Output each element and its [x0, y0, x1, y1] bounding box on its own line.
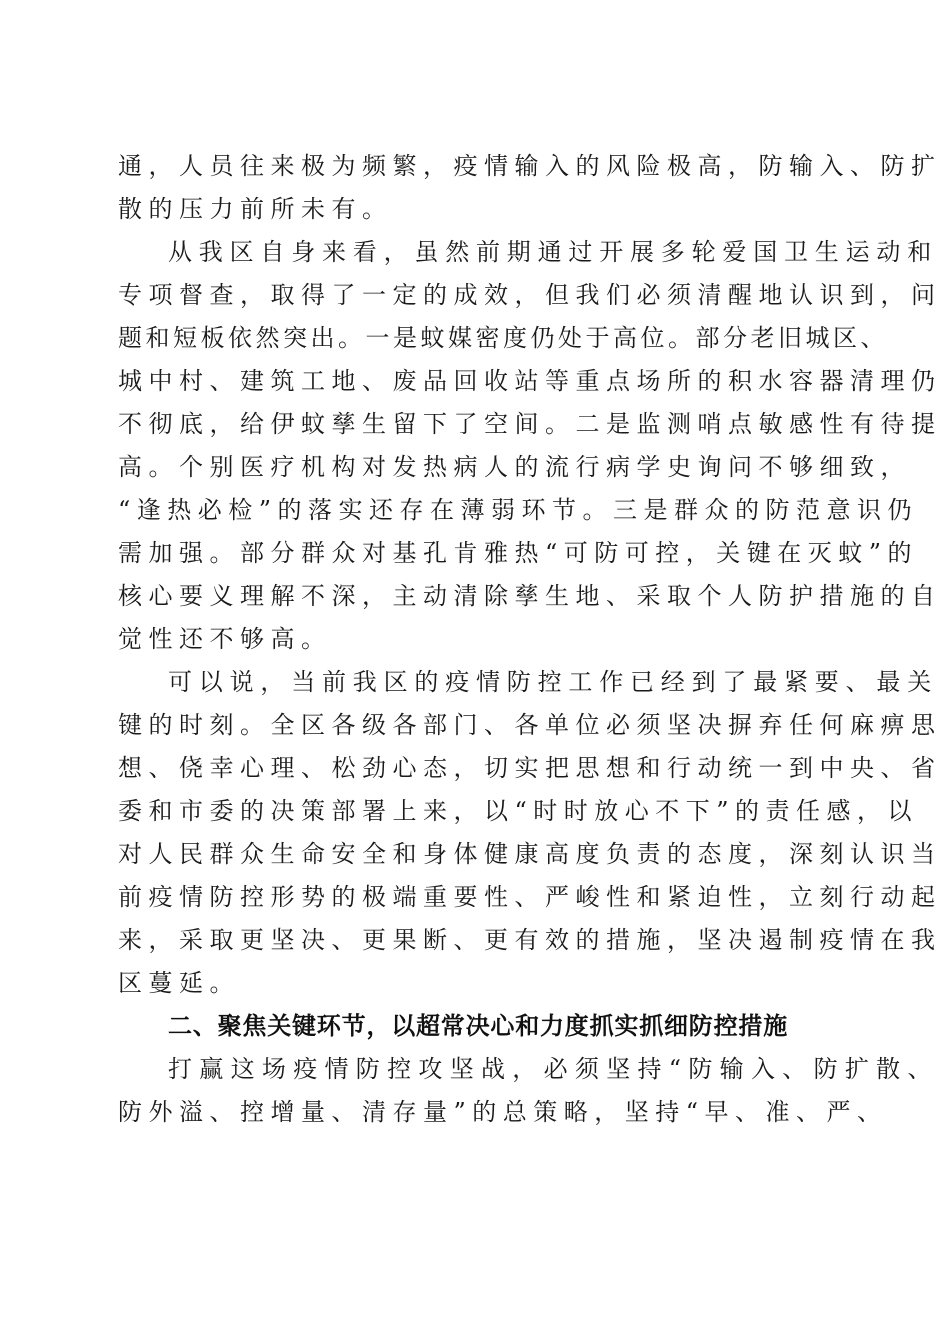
paragraph-3-line-2: 键的时刻。全区各级各部门、各单位必须坚决摒弃任何麻痹思	[118, 711, 942, 739]
paragraph-2-line-9: 核心要义理解不深，主动清除孳生地、采取个人防护措施的自	[118, 582, 942, 610]
paragraph-1-line-1: 通，人员往来极为频繁，疫情输入的风险极高，防输入、防扩	[118, 152, 942, 180]
paragraph-3-line-4: 委和市委的决策部署上来，以“时时放心不下”的责任感，以	[118, 797, 919, 825]
paragraph-2-line-8: 需加强。部分群众对基孔肯雅热“可防可控，关键在灭蚊”的	[118, 539, 919, 567]
paragraph-3-line-3: 想、侥幸心理、松劲心态，切实把思想和行动统一到中央、省	[118, 754, 942, 782]
paragraph-1-line-2: 散的压力前所未有。	[118, 195, 393, 223]
paragraph-2-line-7: “逢热必检”的落实还存在薄弱环节。三是群众的防范意识仍	[118, 496, 919, 524]
paragraph-2-line-5: 不彻底，给伊蚊孳生留下了空间。二是监测哨点敏感性有待提	[118, 410, 942, 438]
paragraph-2-line-3: 题和短板依然突出。一是蚊媒密度仍处于高位。部分老旧城区、	[118, 324, 888, 352]
paragraph-2-line-2: 专项督查，取得了一定的成效，但我们必须清醒地认识到，问	[118, 281, 942, 309]
paragraph-2-line-10: 觉性还不够高。	[118, 625, 332, 653]
paragraph-4-line-1: 打赢这场疫情防控攻坚战，必须坚持“防输入、防扩散、	[168, 1055, 939, 1083]
paragraph-4-line-2: 防外溢、控增量、清存量”的总策略，坚持“早、准、严、	[118, 1098, 888, 1126]
paragraph-3-line-8: 区蔓延。	[118, 969, 240, 997]
paragraph-2-line-4: 城中村、建筑工地、废品回收站等重点场所的积水容器清理仍	[118, 367, 942, 395]
paragraph-3-line-6: 前疫情防控形势的极端重要性、严峻性和紧迫性，立刻行动起	[118, 883, 942, 911]
paragraph-2-line-6: 高。个别医疗机构对发热病人的流行病学史询问不够细致，	[118, 453, 911, 481]
paragraph-2-line-1: 从我区自身来看，虽然前期通过开展多轮爱国卫生运动和	[168, 238, 938, 266]
paragraph-3-line-7: 来，采取更坚决、更果断、更有效的措施，坚决遏制疫情在我	[118, 926, 942, 954]
section-heading: 二、聚焦关键环节，以超常决心和力度抓实抓细防控措施	[168, 1012, 788, 1040]
paragraph-3-line-1: 可以说，当前我区的疫情防控工作已经到了最紧要、最关	[168, 668, 938, 696]
paragraph-3-line-5: 对人民群众生命安全和身体健康高度负责的态度，深刻认识当	[118, 840, 942, 868]
